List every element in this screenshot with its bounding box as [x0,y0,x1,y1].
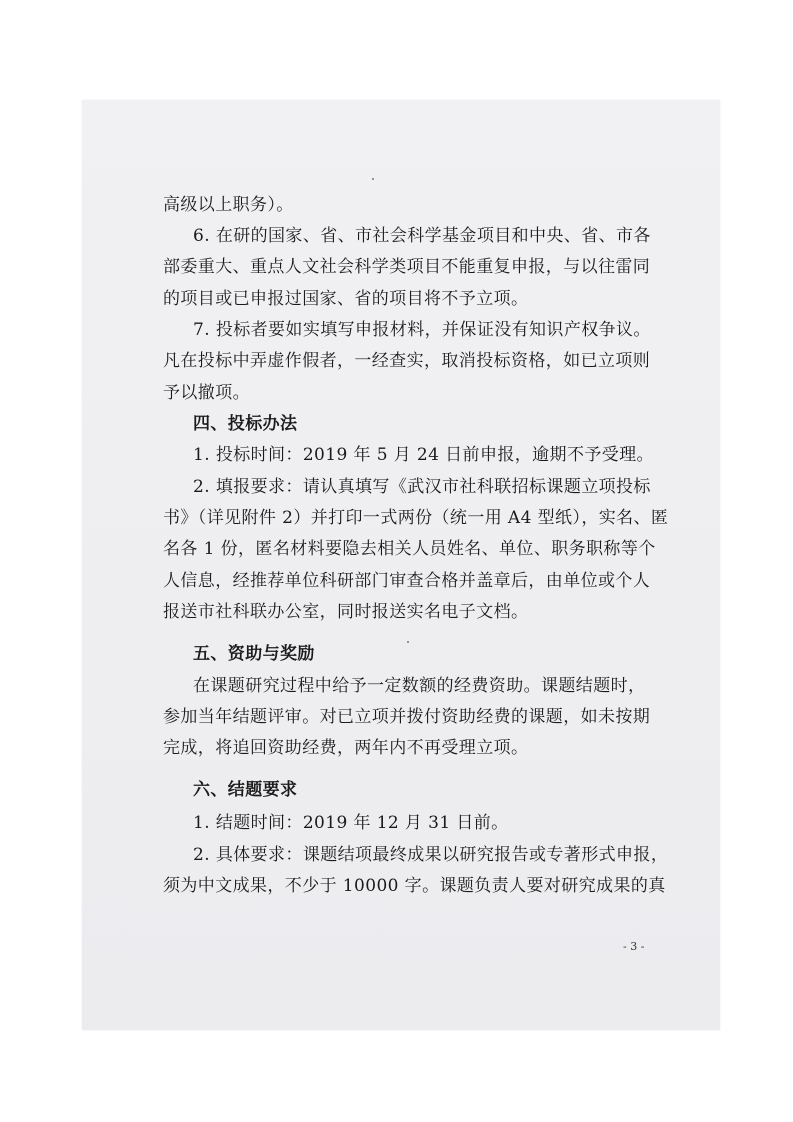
paragraph-line: 2. 具体要求：课题结项最终成果以研究报告或专著形式申报， [193,845,669,865]
section-heading: 四、投标办法 [193,414,298,434]
paragraph-line: 高级以上职务）。 [163,195,294,215]
paragraph-line: 书》（详见附件 2）并打印一式两份（统一用 A4 型纸），实名、匿 [163,508,669,528]
paragraph-line: 名各 1 份，匿名材料要隐去相关人员姓名、单位、职务职称等个 [163,539,656,559]
paragraph-line: 人信息，经推荐单位科研部门审查合格并盖章后，由单位或个人 [163,571,651,591]
paragraph-line: 在课题研究过程中给予一定数额的经费资助。课题结题时， [193,676,646,696]
paragraph-line: 凡在投标中弄虚作假者，一经查实，取消投标资格，如已立项则 [163,351,651,371]
scan-speck [372,178,374,180]
scan-speck [407,641,409,643]
paragraph-line: 6. 在研的国家、省、市社会科学基金项目和中央、省、市各 [193,226,651,246]
paragraph-line: 完成，将追回资助经费，两年内不再受理立项。 [163,738,529,758]
section-heading: 六、结题要求 [193,780,298,800]
section-heading: 五、资助与奖励 [193,644,315,664]
paragraph-line: 须为中文成果，不少于 10000 字。课题负责人要对研究成果的真 [163,876,666,896]
paragraph-line: 参加当年结题评审。对已立项并拨付资助经费的课题，如未按期 [163,707,651,727]
paragraph-line: 1. 结题时间：2019 年 12 月 31 日前。 [193,813,509,833]
paragraph-line: 1. 投标时间：2019 年 5 月 24 日前申报，逾期不予受理。 [193,445,654,465]
paragraph-line: 2. 填报要求：请认真填写《武汉市社科联招标课题立项投标 [193,477,651,497]
page-number: - 3 - [623,940,645,953]
paragraph-line: 部委重大、重点人文社会科学类项目不能重复申报，与以往雷同 [163,257,651,277]
paragraph-line: 的项目或已申报过国家、省的项目将不予立项。 [163,289,529,309]
paragraph-line: 报送市社科联办公室，同时报送实名电子文档。 [163,602,529,622]
paragraph-line: 予以撤项。 [163,383,250,403]
paragraph-line: 7. 投标者要如实填写申报材料，并保证没有知识产权争议。 [193,320,651,340]
